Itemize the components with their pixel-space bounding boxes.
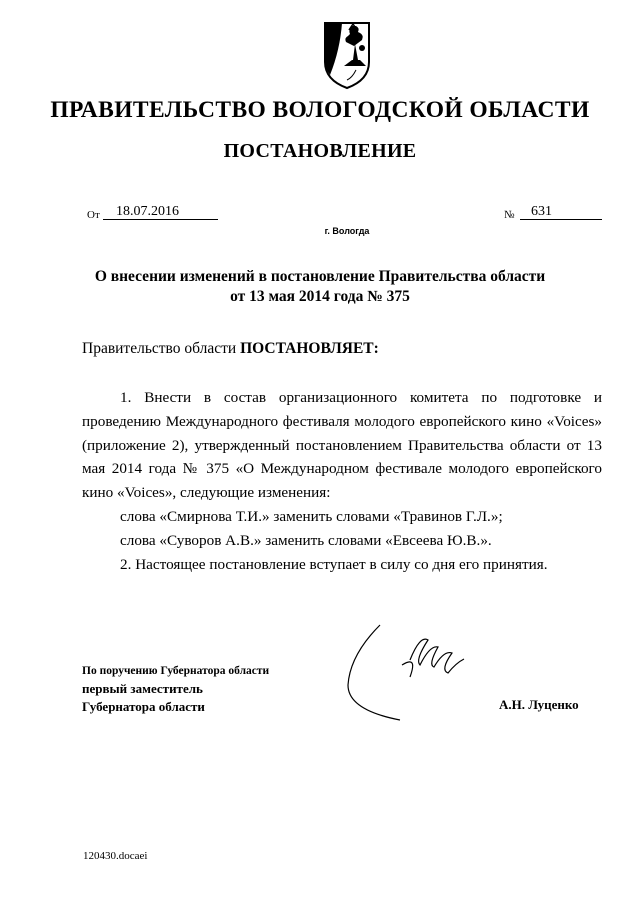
document-number: 631 (531, 204, 552, 219)
signature-line-2: первый заместитель (82, 681, 203, 696)
change-1: слова «Смирнова Т.И.» заменить словами «Травинов Г.Л.»; (120, 507, 503, 525)
file-reference: 120430.docaei (83, 850, 148, 862)
preamble (82, 340, 379, 358)
city: г. Вологда (324, 226, 370, 236)
vologda-oblast-coat-of-arms-icon (322, 20, 372, 90)
signature-block (82, 662, 269, 716)
organization-title: ПРАВИТЕЛЬСТВО ВОЛОГОДСКОЙ ОБЛАСТИ (50, 97, 590, 123)
preamble-emphasis: ПОСТАНОВЛЯЕТ: (240, 340, 379, 357)
preamble-text: Правительство области (82, 340, 241, 357)
subject-line-1: О внесении изменений в постановление Правительства области (94, 268, 546, 285)
signer-name: А.Н. Луценко (499, 697, 579, 712)
date-prefix: От (87, 209, 100, 221)
handwritten-signature (340, 615, 480, 725)
document-subject (0, 267, 640, 307)
paragraph-1: 1. Внести в состав организационного комитета по подготовке и проведению Международного фестиваля молодого европейского кино «Voices» (приложение 2), утвержденный постановлением Правительства области от 13 мая 2014 года № 375 «О Международном фестивале молодого европейского кино «Voices», следующие изменения: (82, 389, 602, 502)
signature-line-1: По поручению Губернатора области (82, 665, 270, 677)
document-date: 18.07.2016 (116, 204, 179, 219)
subject-line-2: от 13 мая 2014 года № 375 (230, 288, 410, 305)
signature-line-3: Губернатора области (82, 699, 205, 714)
document-body (82, 386, 602, 576)
document-type: ПОСТАНОВЛЕНИЕ (223, 140, 417, 162)
change-2: слова «Суворов А.В.» заменить словами «Евсеева Ю.В.». (120, 531, 492, 549)
number-prefix: № (504, 209, 515, 221)
paragraph-2: 2. Настоящее постановление вступает в силу со дня его принятия. (120, 555, 548, 573)
